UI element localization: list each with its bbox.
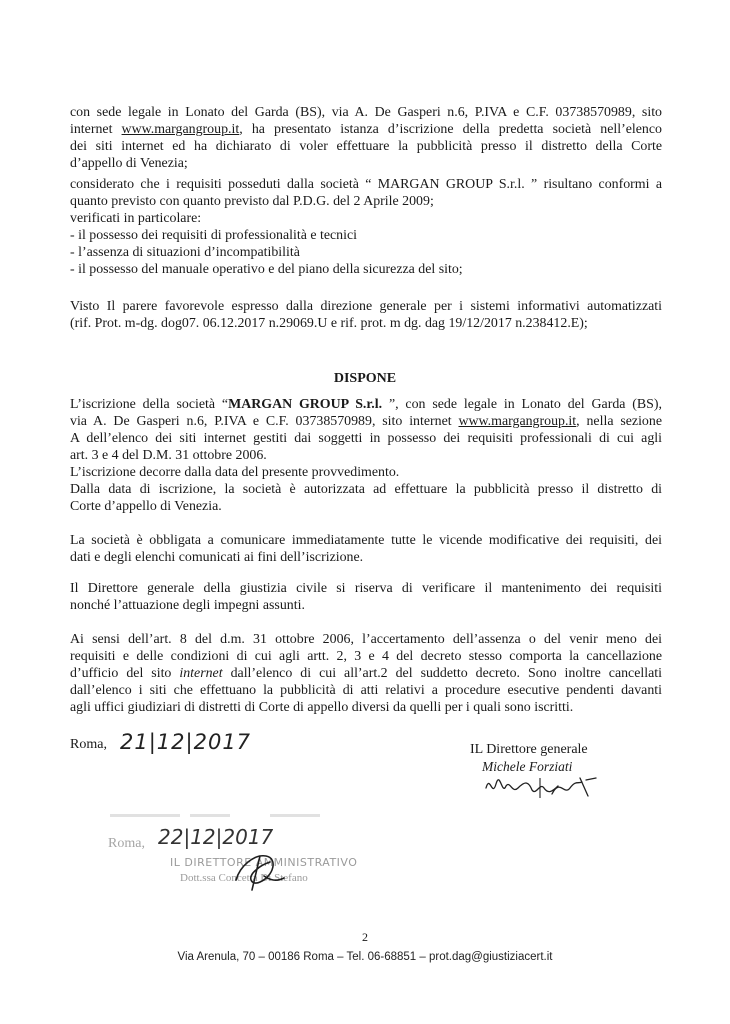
intro-paragraph <box>70 104 662 172</box>
cancellation-paragraph <box>70 631 662 716</box>
stamp-handwritten-date: 22|12|2017 <box>158 825 274 849</box>
stamp-place: Roma, <box>108 836 145 851</box>
text-line: quanto previsto con quanto previsto dal P.D.G. del 2 Aprile 2009; <box>70 194 434 209</box>
text-line: (rif. Prot. m-dg. dog07. 06.12.2017 n.29069.U e rif. prot. m dg. dag 19/12/2017 n.238412.E); <box>70 316 588 331</box>
text-line: considerato che i requisiti posseduti dalla società “ MARGAN GROUP S.r.l. ” risultano conformi a <box>70 177 662 192</box>
stamp-title: IL DIRETTORE AMMINISTRATIVO <box>170 856 358 869</box>
stamp-header-faint <box>110 810 330 818</box>
signature <box>482 770 602 807</box>
text-line: requisiti e delle condizioni di cui agli artt. 2, 3 e 4 del decreto stesso comporta la cancellazione <box>70 649 662 664</box>
text-line: Dalla data di iscrizione, la società è autorizzata ad effettuare la pubblicità presso il distretto di <box>70 482 662 497</box>
text-line: L’iscrizione della società “MARGAN GROUP S.r.l. ”, con sede legale in Lonato del Garda (BS), <box>70 397 662 412</box>
text-line: dall’elenco i siti che effettuano la pubblicità di atti relativi a procedure esecutive pendenti davanti <box>70 683 662 698</box>
text-line: Ai sensi dell’art. 8 del d.m. 31 ottobre 2006, l’accertamento dell’assenza o del venir meno dei <box>70 632 662 647</box>
text-line: d’appello di Venezia; <box>70 156 188 171</box>
text-line: Corte d’appello di Venezia. <box>70 499 222 514</box>
director-paragraph <box>70 580 662 614</box>
text-line: con sede legale in Lonato del Garda (BS), via A. De Gasperi n.6, P.IVA e C.F. 03738570989, sito <box>70 105 662 120</box>
signatory-name: Michele Forziati <box>482 759 573 774</box>
text-line: d’ufficio del sito internet dall’elenco di cui all’art.2 del suddetto decreto. Sono inoltre cancellati <box>70 666 662 681</box>
text-line: internet www.margangroup.it, ha presentato istanza d’iscrizione della predetta società nell’elenco <box>70 122 662 137</box>
list-item: - il possesso del manuale operativo e del piano della sicurezza del sito; <box>70 262 463 277</box>
footer-address: Via Arenula, 70 – 00186 Roma – Tel. 06-68851 – prot.dag@giustiziacert.it <box>177 951 553 963</box>
company-name: MARGAN GROUP S.r.l. <box>228 397 383 412</box>
list-item: - l’assenza di situazioni d’incompatibilità <box>70 245 300 260</box>
text-line: art. 3 e 4 del D.M. 31 ottobre 2006. <box>70 448 267 463</box>
place-label: Roma, <box>70 737 107 752</box>
obligation-paragraph <box>70 532 662 566</box>
text-line: via A. De Gasperi n.6, P.IVA e C.F. 03738570989, sito internet www.margangroup.it, nella sezione <box>70 414 662 429</box>
text-line: Visto Il parere favorevole espresso dalla direzione generale per i sistemi informativi automatizzati <box>70 299 662 314</box>
visto-paragraph <box>70 298 662 332</box>
stamp-initials <box>230 846 290 899</box>
text-line: nonché l’attuazione degli impegni assunti. <box>70 598 305 613</box>
text-line: agli uffici giudiziari di distretti di Corte di appello diversi da quelli per i quali sono iscritti. <box>70 700 574 715</box>
stamp-name: Dott.ssa Concetta Di Stefano <box>180 872 308 884</box>
page-number: 2 <box>362 930 368 944</box>
website-link[interactable]: www.margangroup.it <box>121 122 240 137</box>
text-line: verificati in particolare: <box>70 211 202 226</box>
text-line: dati e degli elenchi comunicati ai fini dell’iscrizione. <box>70 550 364 565</box>
signature-scribble <box>482 770 602 802</box>
text-line: L’iscrizione decorre dalla data del presente provvedimento. <box>70 465 400 480</box>
handwritten-date: 21|12|2017 <box>120 730 252 754</box>
considerations-paragraph <box>70 176 662 278</box>
text-line: La società è obbligata a comunicare immediatamente tutte le vicende modificative dei requisiti, dei <box>70 533 662 548</box>
initials-scribble <box>230 846 290 894</box>
list-item: - il possesso dei requisiti di professionalità e tecnici <box>70 228 358 243</box>
dispone-heading: DISPONE <box>333 371 397 386</box>
faint-text-marks <box>110 812 330 820</box>
website-link[interactable]: www.margangroup.it <box>458 414 577 429</box>
text-line: A dell’elenco dei siti internet gestiti dai soggetti in possesso dei requisiti professionali di cui agli <box>70 431 662 446</box>
dispone-paragraph <box>70 396 662 515</box>
text-line: dei siti internet ed ha dichiarato di voler effettuare la pubblicità presso il distretto della Corte <box>70 139 662 154</box>
signature-title: IL Direttore generale <box>470 742 588 757</box>
text-line: Il Direttore generale della giustizia civile si riserva di verificare il mantenimento dei requisiti <box>70 581 662 596</box>
